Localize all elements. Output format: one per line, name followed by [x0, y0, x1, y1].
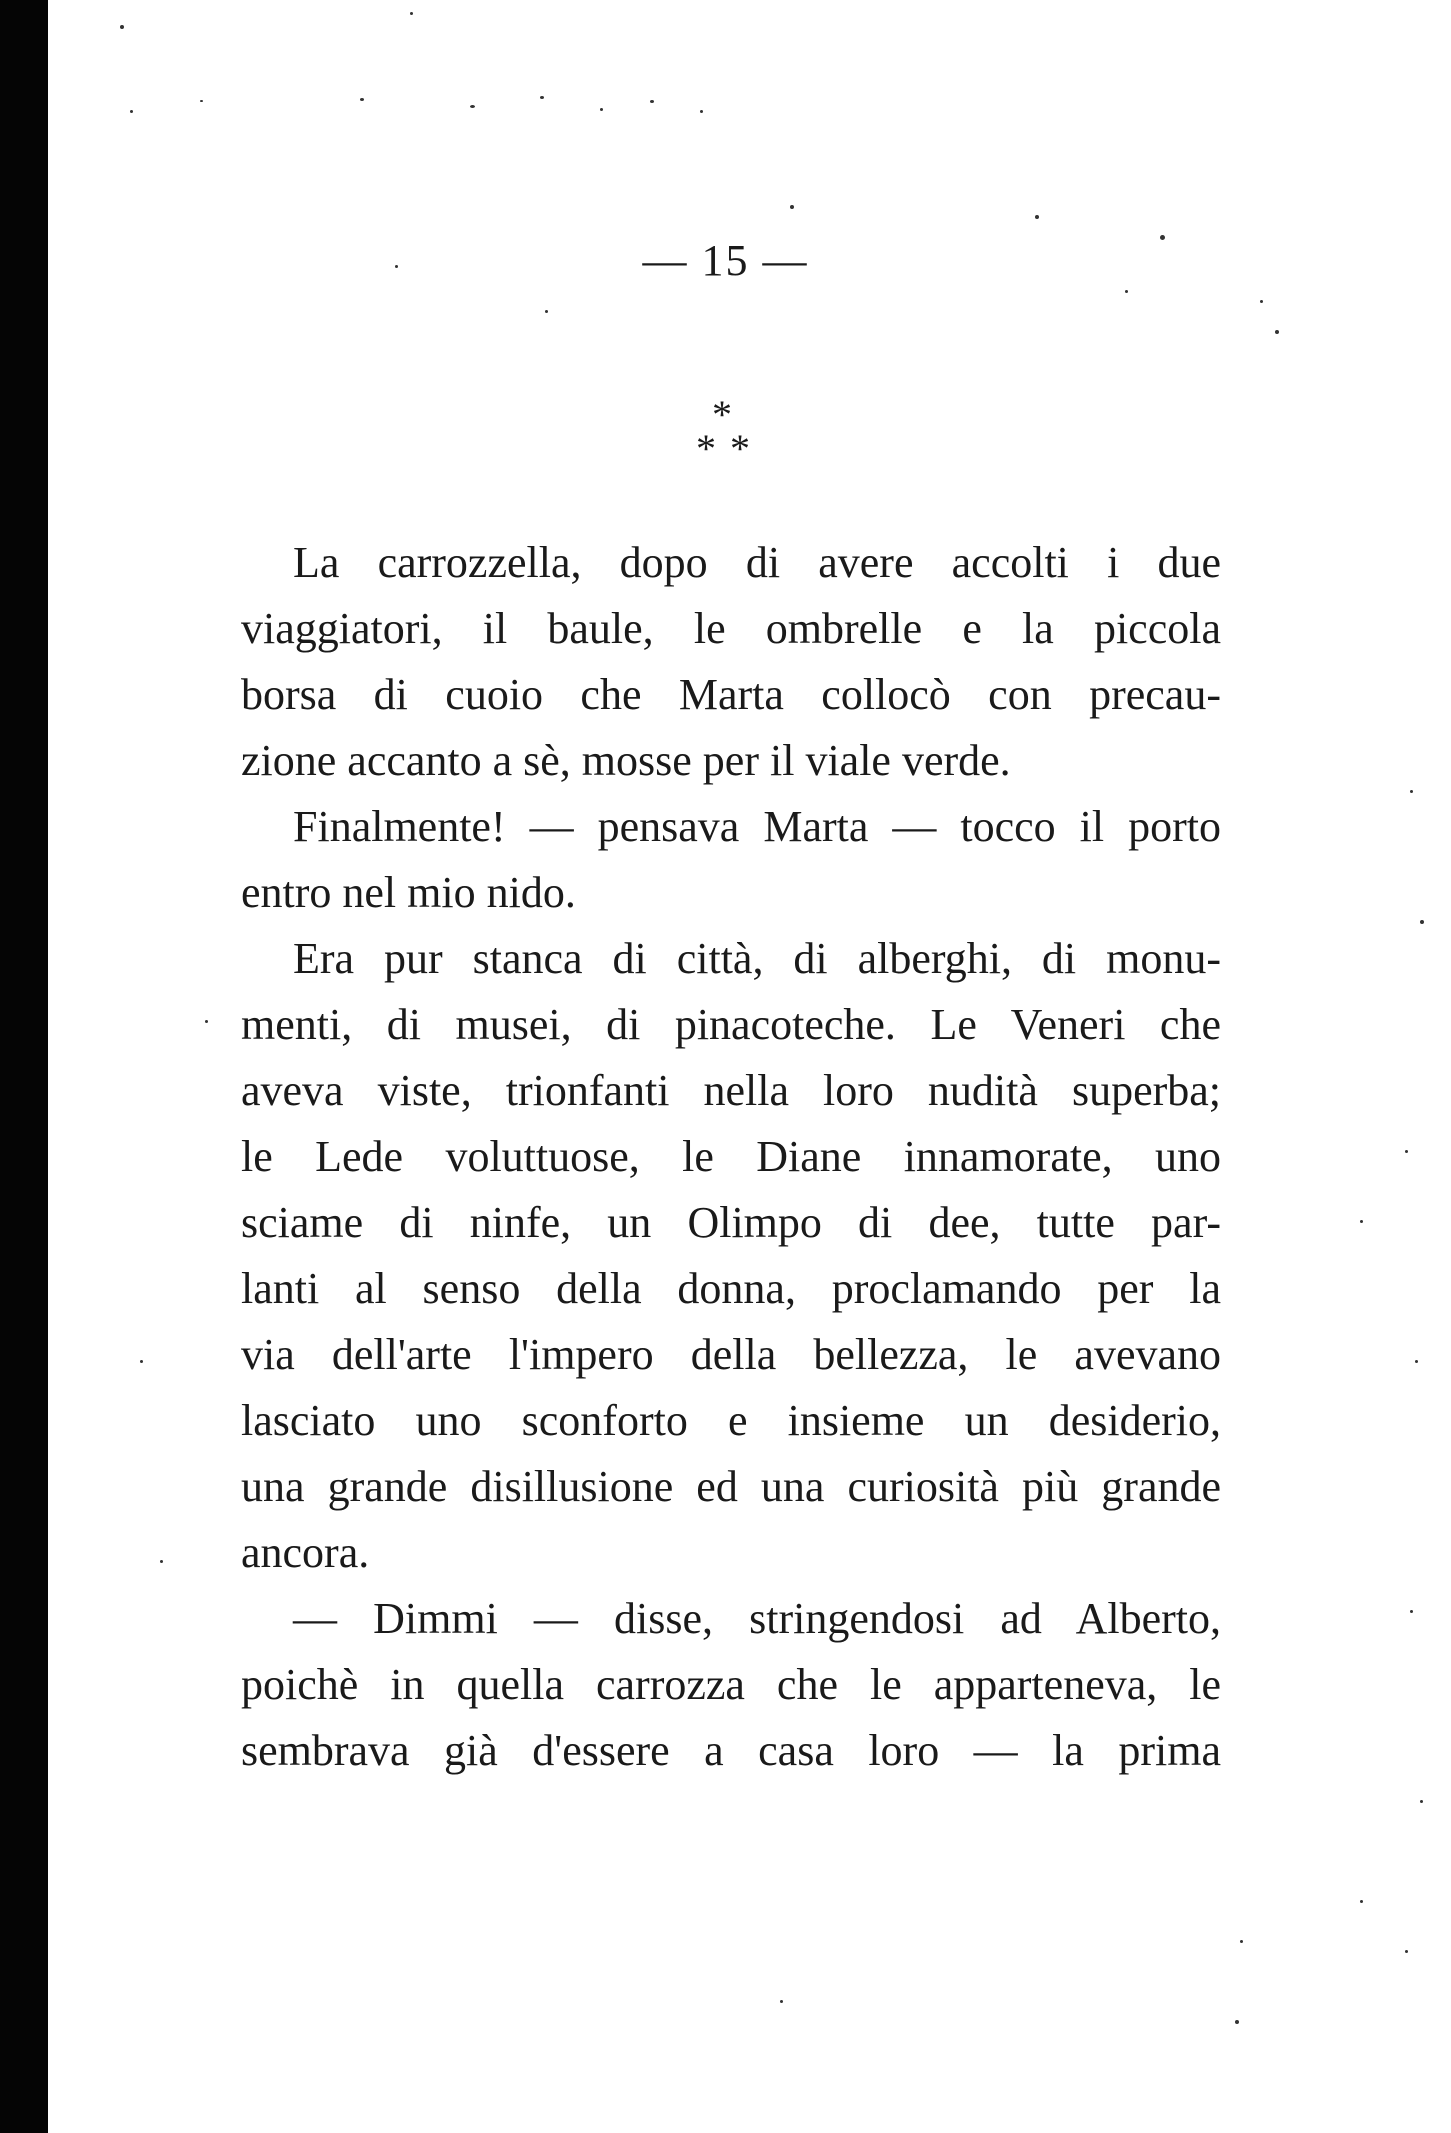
text-line: sciame di ninfe, un Olimpo di dee, tutte par-: [241, 1198, 1221, 1247]
text-line: borsa di cuoio che Marta collocò con precau-: [241, 670, 1221, 719]
text-line: lasciato uno sconforto e insieme un desiderio,: [241, 1396, 1221, 1445]
asterism-star: *: [696, 426, 716, 471]
section-break-asterism: [690, 392, 770, 471]
text-line: zione accanto a sè, mosse per il viale verde.: [241, 736, 1011, 785]
text-line: Era pur stanca di città, di alberghi, di monu-: [293, 934, 1221, 983]
text-line: sembrava già d'essere a casa loro — la prima: [241, 1726, 1221, 1775]
text-line: aveva viste, trionfanti nella loro nudità superba;: [241, 1066, 1221, 1115]
text-line: La carrozzella, dopo di avere accolti i due: [293, 538, 1221, 587]
text-line: menti, di musei, di pinacoteche. Le Veneri che: [241, 1000, 1221, 1049]
text-line: entro nel mio nido.: [241, 868, 576, 917]
page-number: — 15 —: [642, 236, 809, 285]
asterism-star: *: [730, 426, 750, 471]
text-line: via dell'arte l'impero della bellezza, le avevano: [241, 1330, 1221, 1379]
text-line: una grande disillusione ed una curiosità più grande: [241, 1462, 1221, 1511]
text-line: Finalmente! — pensava Marta — tocco il porto: [293, 802, 1221, 851]
page-binding-edge: [0, 0, 48, 2133]
text-line: — Dimmi — disse, stringendosi ad Alberto,: [293, 1594, 1221, 1643]
text-line: viaggiatori, il baule, le ombrelle e la piccola: [241, 604, 1221, 653]
text-line: lanti al senso della donna, proclamando per la: [241, 1264, 1221, 1313]
asterism-star: *: [712, 392, 732, 437]
text-line: poichè in quella carrozza che le apparteneva, le: [241, 1660, 1221, 1709]
body-text: [241, 530, 1221, 1784]
text-line: le Lede voluttuose, le Diane innamorate, uno: [241, 1132, 1221, 1181]
text-line: ancora.: [241, 1528, 370, 1577]
